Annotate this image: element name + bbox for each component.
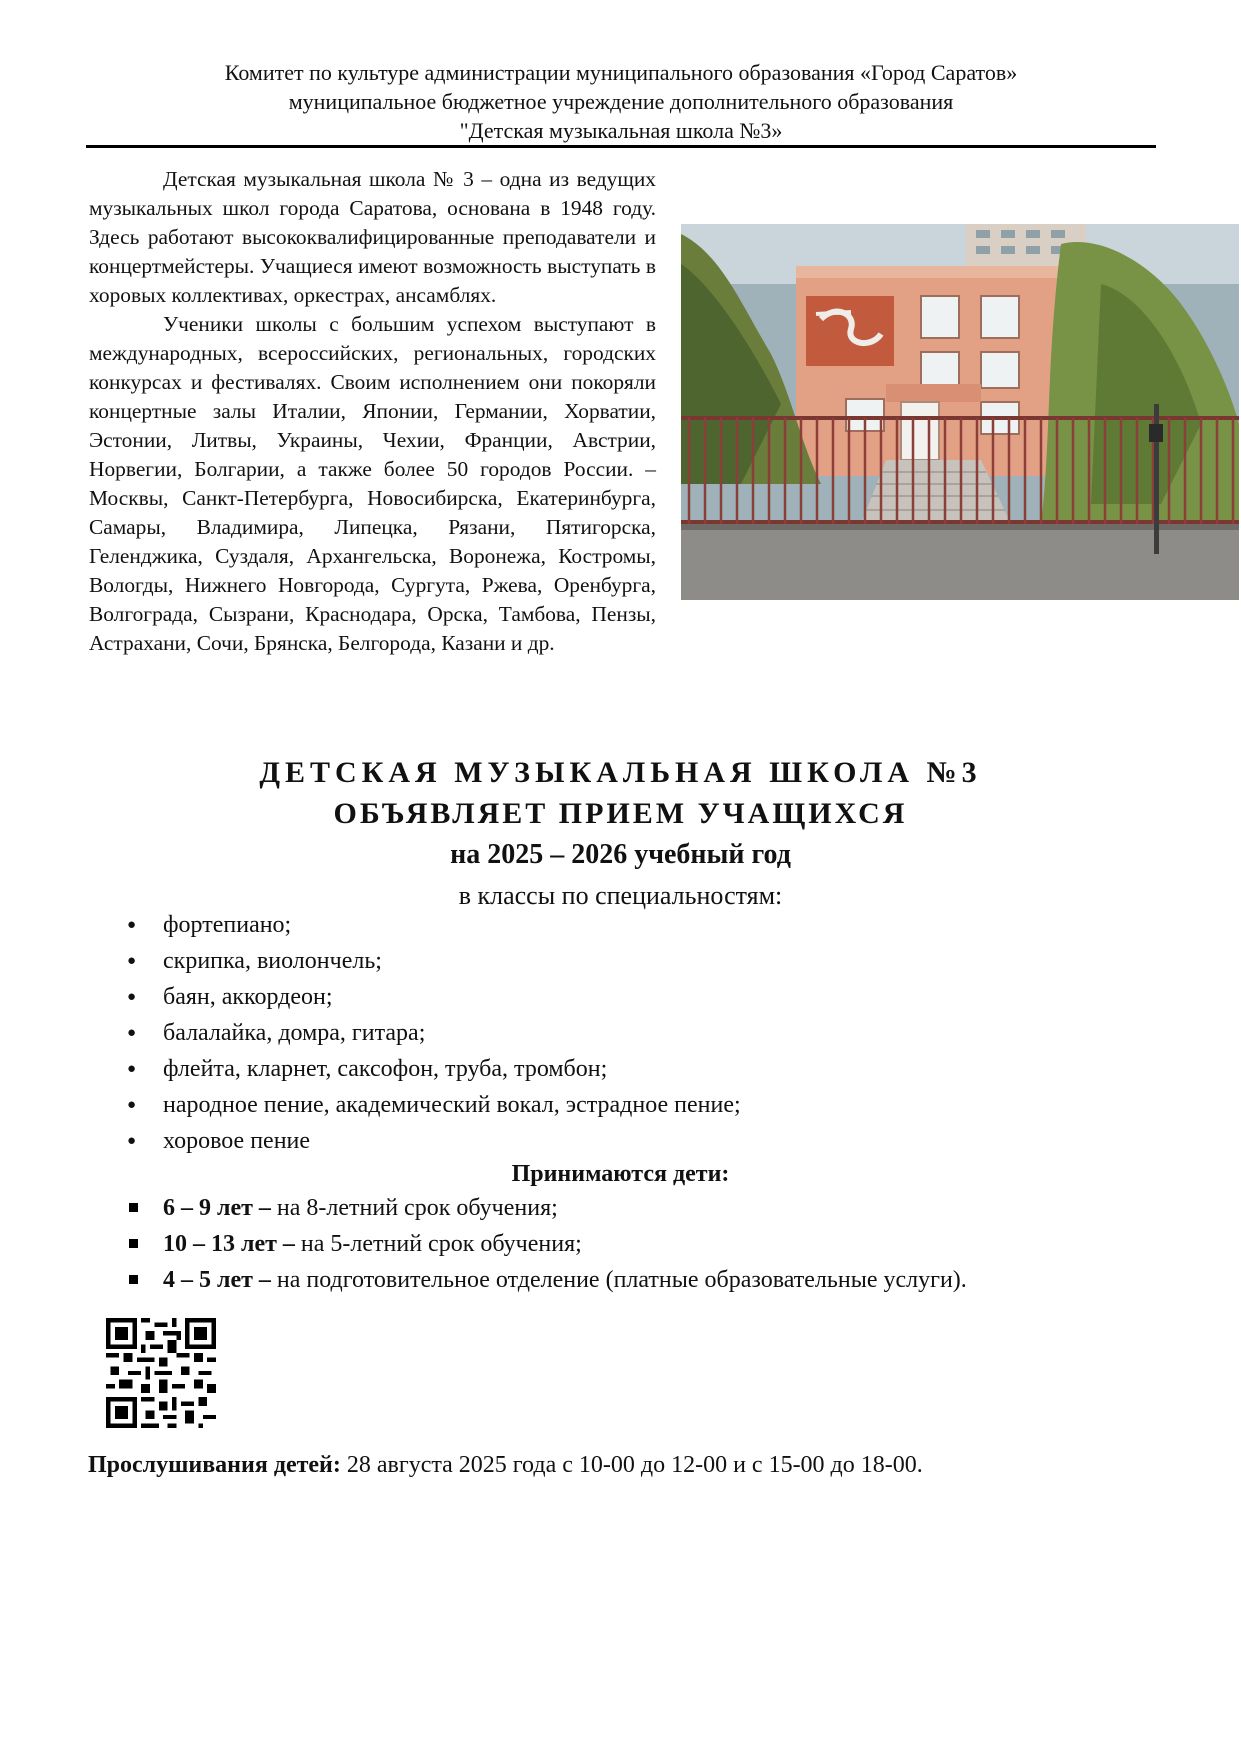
list-item: ● скрипка, виолончель; xyxy=(123,943,741,979)
header-divider xyxy=(86,145,1156,148)
list-item: ● фортепиано; xyxy=(123,907,741,943)
list-item: ● хоровое пение xyxy=(123,1123,741,1159)
headline-announcement: ОБЪЯВЛЯЕТ ПРИЕМ УЧАЩИХСЯ xyxy=(333,797,908,830)
headline-academic-year: на 2025 – 2026 учебный год xyxy=(450,839,791,870)
headline-school: ДЕТСКАЯ МУЗЫКАЛЬНАЯ ШКОЛА №3 xyxy=(259,756,982,789)
list-item: ● балалайка, домра, гитара; xyxy=(123,1015,741,1051)
study-term: на 8-летний срок обучения; xyxy=(270,1195,558,1221)
list-item xyxy=(123,1262,967,1298)
header-line-committee: Комитет по культуре администрации муниципального образования «Город Саратов» xyxy=(224,60,1018,85)
school-building-illustration xyxy=(681,224,1239,600)
age-groups-list xyxy=(123,1190,967,1298)
age-range: 10 – 13 лет – xyxy=(163,1231,295,1257)
specialties-list xyxy=(123,907,741,1159)
study-term: на подготовительное отделение (платные образовательные услуги). xyxy=(270,1267,967,1293)
admission-headline xyxy=(0,752,1241,916)
header xyxy=(88,58,1154,145)
audition-label: Прослушивания детей: xyxy=(88,1452,341,1478)
list-item: ● народное пение, академический вокал, эстрадное пение; xyxy=(123,1087,741,1123)
age-range: 6 – 9 лет – xyxy=(163,1195,271,1221)
study-term: на 5-летний срок обучения; xyxy=(294,1231,582,1257)
qr-code-graphic xyxy=(106,1318,216,1428)
age-range: 4 – 5 лет – xyxy=(163,1267,271,1293)
header-line-institution: муниципальное бюджетное учреждение дополнительного образования xyxy=(288,89,954,114)
intro-paragraph-achievements: Ученики школы с большим успехом выступают в международных, всероссийских, региональных, городских конкурсах и фестивалях. Своим исполнением они покоряли концертные залы Италии, Японии, Германии, Хорватии, Эстонии, Литвы, Украины, Чехии, Франции, Австрии, Норвегии, Болгарии, а также более 50 городов России. – Москвы, Санкт-Петербурга, Новосибирска, Екатеринбурга, Самары, Владимира, Липецка, Рязани, Пятигорска, Геленджика, Суздаля, Архангельска, Воронежа, Костромы, Вологды, Нижнего Новгорода, Сургута, Ржева, Оренбурга, Волгограда, Сызрани, Краснодара, Орска, Тамбова, Пензы, Астрахани, Сочи, Брянска, Белгорода, Казани и др. xyxy=(89,312,656,655)
audition-schedule xyxy=(88,1448,923,1482)
qr-code-icon xyxy=(106,1318,216,1428)
list-item xyxy=(123,1226,967,1262)
audition-dates: 28 августа 2025 года с 10-00 до 12-00 и с 15-00 до 18-00. xyxy=(340,1452,923,1478)
list-item: ● баян, аккордеон; xyxy=(123,979,741,1015)
list-item: ● флейта, кларнет, саксофон, труба, тромбон; xyxy=(123,1051,741,1087)
school-building-photo xyxy=(681,224,1239,600)
accepted-children-title: Принимаются дети: xyxy=(511,1161,730,1187)
intro-text xyxy=(89,165,656,658)
list-item xyxy=(123,1190,967,1226)
header-line-school-name: "Детская музыкальная школа №3» xyxy=(459,118,783,143)
intro-paragraph-history: Детская музыкальная школа № 3 – одна из ведущих музыкальных школ города Саратова, основана в 1948 году. Здесь работают высококвалифицированные преподаватели и концертмейстеры. Учащиеся имеют возможность выступать в хоровых коллективах, оркестрах, ансамблях. xyxy=(89,167,656,307)
headline-specialties-intro: в классы по специальностям: xyxy=(458,881,783,910)
